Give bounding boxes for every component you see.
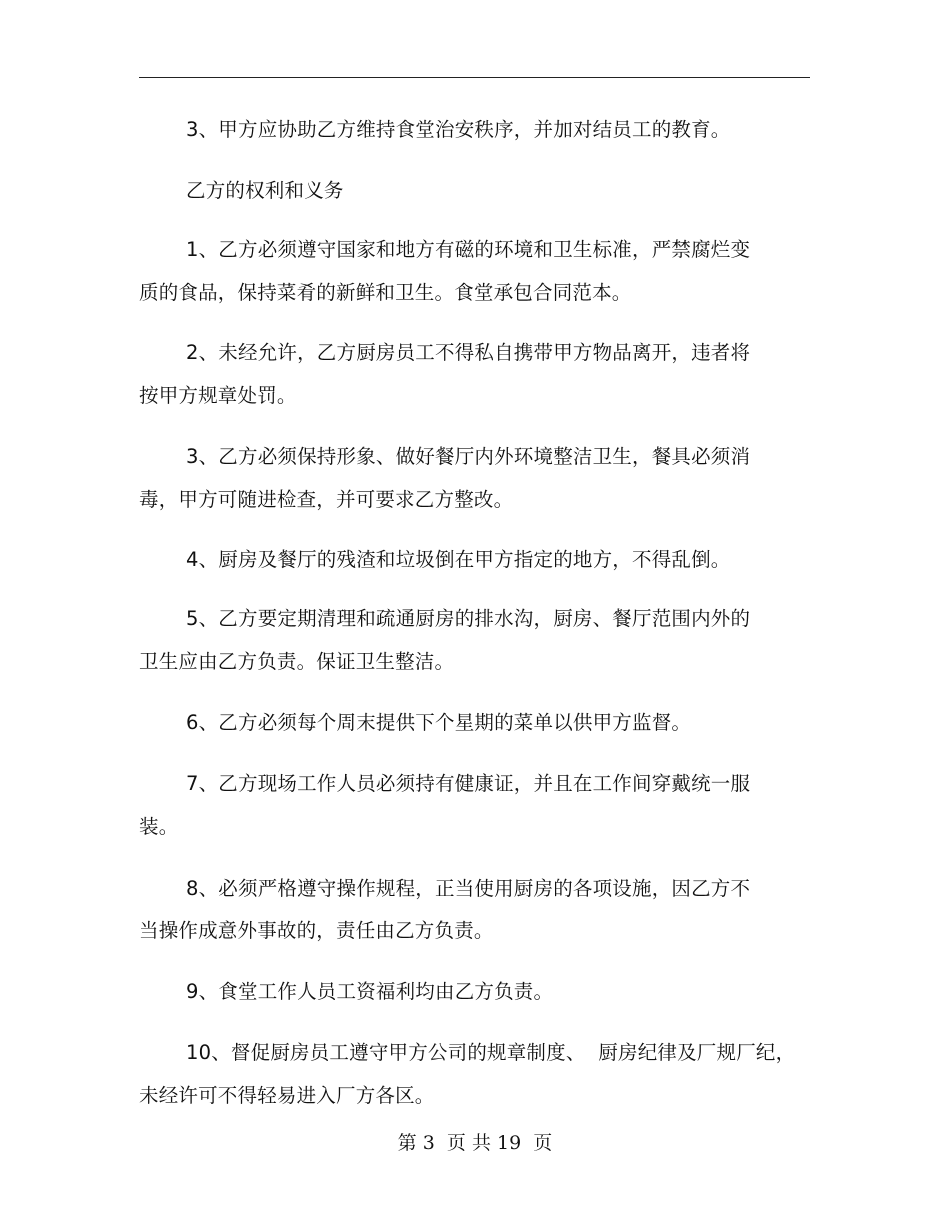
paragraph-text: 9、食堂工作人员工资福利均由乙方负责。 [186,980,554,1003]
paragraph-text: 8、必须严格遵守操作规程，正当使用厨房的各项设施，因乙方不 [186,877,751,900]
paragraph-text: 6、乙方必须每个周末提供下个星期的菜单以供甲方监督。 [186,711,692,734]
paragraph-text: 当操作成意外事故的，责任由乙方负责。 [139,919,494,942]
paragraph-text: 7、乙方现场工作人员必须持有健康证，并且在工作间穿戴统一服 [186,772,751,795]
total-pages-number: 19 [497,1132,522,1154]
page-label-suffix: 页 [533,1132,553,1154]
paragraph-text: 按甲方规章处罚。 [139,384,297,407]
page-label-prefix: 第 [397,1132,417,1154]
paragraph-text: 质的食品，保持菜肴的新鲜和卫生。食堂承包合同范本。 [139,281,632,304]
paragraph-text: 未经许可不得轻易进入厂方各区。 [139,1084,435,1107]
paragraph-text: 10、督促厨房员工遵守甲方公司的规章制度、 厨房纪律及厂规厂纪， [186,1041,796,1064]
paragraph-text: 装。 [139,815,179,838]
paragraph-text: 4、厨房及餐厅的残渣和垃圾倒在甲方指定的地方，不得乱倒。 [186,548,731,571]
paragraph-text: 1、乙方必须遵守国家和地方有磁的环境和卫生标准，严禁腐烂变 [186,238,751,261]
paragraph-text: 3、乙方必须保持形象、做好餐厅内外环境整洁卫生，餐具必须消 [186,445,751,468]
paragraph-text: 卫生应由乙方负责。保证卫生整洁。 [139,650,455,673]
page-label-mid: 页 共 [446,1132,491,1154]
paragraph-text: 5、乙方要定期清理和疏通厨房的排水沟，厨房、餐厅范围内外的 [186,607,751,630]
paragraph-text: 3、甲方应协助乙方维持食堂治安秩序，并加对结员工的教育。 [186,118,731,141]
paragraph-text: 2、未经允许，乙方厨房员工不得私自携带甲方物品离开，违者将 [186,341,751,364]
current-page-number: 3 [422,1132,435,1154]
section-heading: 乙方的权利和义务 [186,179,344,202]
page-number-footer [0,1131,950,1155]
paragraph-text: 毒，甲方可随进检查，并可要求乙方整改。 [139,488,514,511]
